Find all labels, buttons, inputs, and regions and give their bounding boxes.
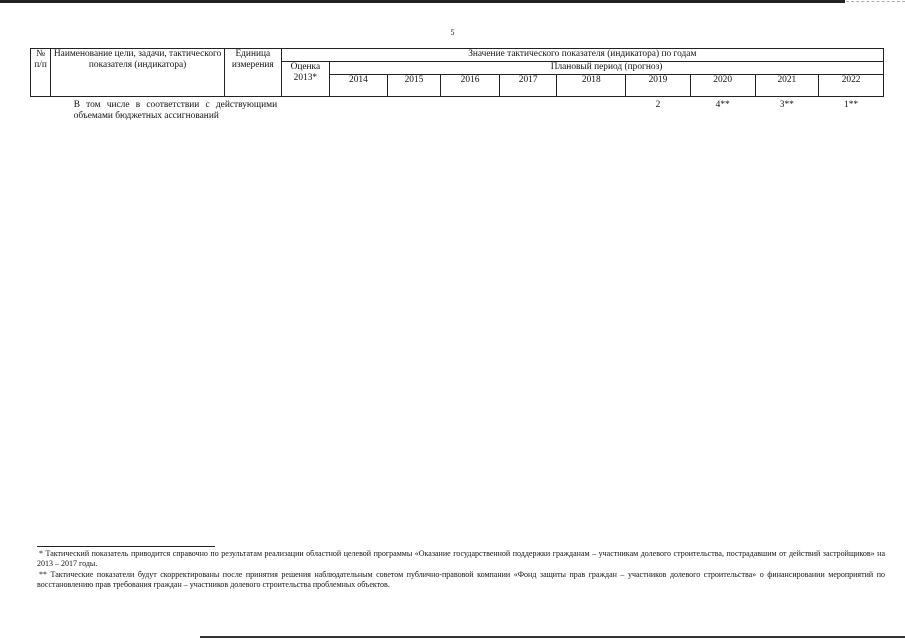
row-value: [499, 97, 557, 123]
header-unit: Единица измерения: [225, 49, 282, 97]
header-values-by-year: Значение тактического показателя (индикатора) по годам: [281, 49, 883, 62]
row-number: [31, 97, 51, 123]
header-year: 2021: [755, 75, 819, 97]
header-year: 2017: [499, 75, 557, 97]
row-value: 2: [655, 100, 661, 110]
header-year: 2018: [557, 75, 626, 97]
footnote-1: * Тактический показатель приводится справочно по результатам реализации областной целевой программы «Оказание государственной поддержки гражданам – участникам долевого строительства, пострадавшим от действий застройщиков» на 2013 – 2017 годы.: [37, 549, 885, 569]
indicators-table: [30, 48, 884, 123]
row-name: В том числе в соответствии с действующими объемами бюджетных ассигнований: [73, 100, 278, 122]
footnotes: [37, 546, 885, 591]
row-value: 4**: [715, 100, 730, 110]
scan-bottom-border: [200, 636, 905, 638]
row-value: [387, 97, 441, 123]
scan-top-border: [0, 0, 845, 3]
row-estimate: [281, 97, 330, 123]
footnote-2: ** Тактические показатели будут скорректированы после принятия решения наблюдательным советом публично-правовой компании «Фонд защиты прав граждан – участников долевого строительства» о финансировании мероприятий по восстановлению прав требования граждан – участников долевого строительства проблемных объектов.: [37, 569, 885, 590]
header-year: 2022: [819, 75, 884, 97]
header-year: 2019: [626, 75, 691, 97]
row-value: 1**: [844, 100, 859, 110]
header-number: № п/п: [31, 49, 51, 97]
row-value: [330, 97, 388, 123]
row-value: [557, 97, 626, 123]
header-year: 2020: [690, 75, 755, 97]
header-year: 2015: [387, 75, 441, 97]
header-planning-period: Плановый период (прогноз): [330, 62, 884, 75]
page-number: 5: [450, 28, 455, 37]
row-value: 3**: [779, 100, 794, 110]
footnote-separator: [37, 546, 215, 547]
header-name: Наименование цели, задачи, тактического показателя (индикатора): [51, 49, 225, 97]
row-value: [441, 97, 500, 123]
header-estimate-2013: Оценка 2013*: [281, 62, 330, 97]
header-year: 2016: [441, 75, 500, 97]
table-row: [31, 97, 884, 123]
header-year: 2014: [330, 75, 388, 97]
scan-top-border-dashed: [846, 1, 905, 3]
